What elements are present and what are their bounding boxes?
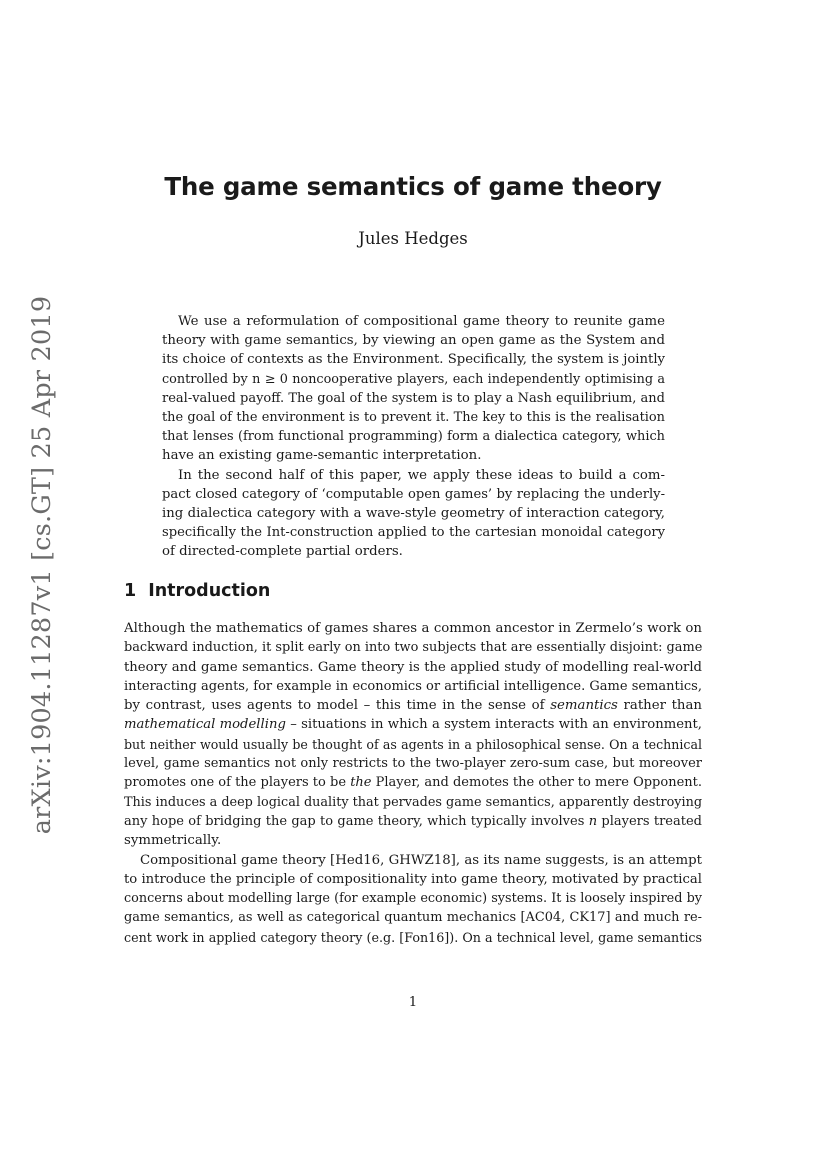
body-line: to introduce the principle of compositionality into game theory, motivated by practical xyxy=(124,871,702,887)
abstract-line: have an existing game-semantic interpretation. xyxy=(162,448,482,464)
page-number: 1 xyxy=(408,995,418,1010)
body-line: any hope of bridging the gap to game theory, which typically involves n players treated xyxy=(124,813,702,829)
body-line: level, game semantics not only restricts to the two-player zero-sum case, but moreover xyxy=(124,756,702,772)
abstract-line: specifically the Int-construction applied to the cartesian monoidal category xyxy=(162,525,665,541)
abstract-line: its choice of contexts as the Environment. Specifically, the system is jointly xyxy=(162,352,665,368)
introduction-body xyxy=(124,619,702,947)
emphasis: n xyxy=(588,813,598,829)
abstract-line: the goal of the environment is to prevent it. The key to this is the realisation xyxy=(162,410,665,426)
paper-title: The game semantics of game theory xyxy=(164,172,662,201)
emphasis: mathematical modelling xyxy=(124,717,286,733)
abstract-line: ing dialectica category with a wave-style geometry of interaction category, xyxy=(162,506,665,522)
body-line: Compositional game theory [Hed16, GHWZ18], as its name suggests, is an attempt xyxy=(140,852,702,868)
body-line: but neither would usually be thought of as agents in a philosophical sense. On a technical xyxy=(124,736,702,752)
arxiv-identifier-stamp: arXiv:1904.11287v1 [cs.GT] 25 Apr 2019 xyxy=(27,295,57,835)
abstract-line: In the second half of this paper, we apply these ideas to build a com- xyxy=(178,467,665,483)
abstract-line: that lenses (from functional programming) form a dialectica category, which xyxy=(162,429,665,445)
body-line: cent work in applied category theory (e.g. [Fon16]). On a technical level, game semantics xyxy=(124,929,702,945)
abstract xyxy=(162,312,665,562)
emphasis: semantics xyxy=(550,698,618,714)
emphasis: the xyxy=(350,775,372,791)
section-title: Introduction xyxy=(148,581,271,601)
body-line: game semantics, as well as categorical quantum mechanics [AC04, CK17] and much re- xyxy=(124,910,702,926)
body-line: promotes one of the players to be the Player, and demotes the other to mere Opponent. xyxy=(124,775,702,791)
body-line: backward induction, it split early on into two subjects that are essentially disjoint: game xyxy=(124,640,702,656)
section-heading-introduction xyxy=(124,581,270,601)
body-line: Although the mathematics of games shares a common ancestor in Zermelo’s work on xyxy=(124,621,702,636)
abstract-line: real-valued payoff. The goal of the system is to play a Nash equilibrium, and xyxy=(162,390,665,406)
body-line: This induces a deep logical duality that pervades game semantics, apparently destroying xyxy=(124,794,702,810)
section-number: 1 xyxy=(124,581,137,601)
abstract-line: pact closed category of ‘computable open games’ by replacing the underly- xyxy=(162,486,665,502)
body-line: theory and game semantics. Game theory is the applied study of modelling real-world xyxy=(124,659,702,675)
body-line: by contrast, uses agents to model – this time in the sense of semantics rather than xyxy=(124,698,702,714)
abstract-line: We use a reformulation of compositional game theory to reunite game xyxy=(178,314,665,329)
body-line: mathematical modelling – situations in which a system interacts with an environment, xyxy=(124,717,702,733)
body-line: symmetrically. xyxy=(124,833,222,849)
abstract-line: of directed-complete partial orders. xyxy=(162,544,403,560)
body-line: concerns about modelling large (for example economic) systems. It is loosely inspired by xyxy=(124,891,702,907)
abstract-line: controlled by n ≥ 0 noncooperative players, each independently optimising a xyxy=(162,371,665,387)
paper-author: Jules Hedges xyxy=(358,229,468,248)
abstract-line: theory with game semantics, by viewing an open game as the System and xyxy=(162,333,665,349)
body-line: interacting agents, for example in economics or artificial intelligence. Game semantics, xyxy=(124,678,702,694)
